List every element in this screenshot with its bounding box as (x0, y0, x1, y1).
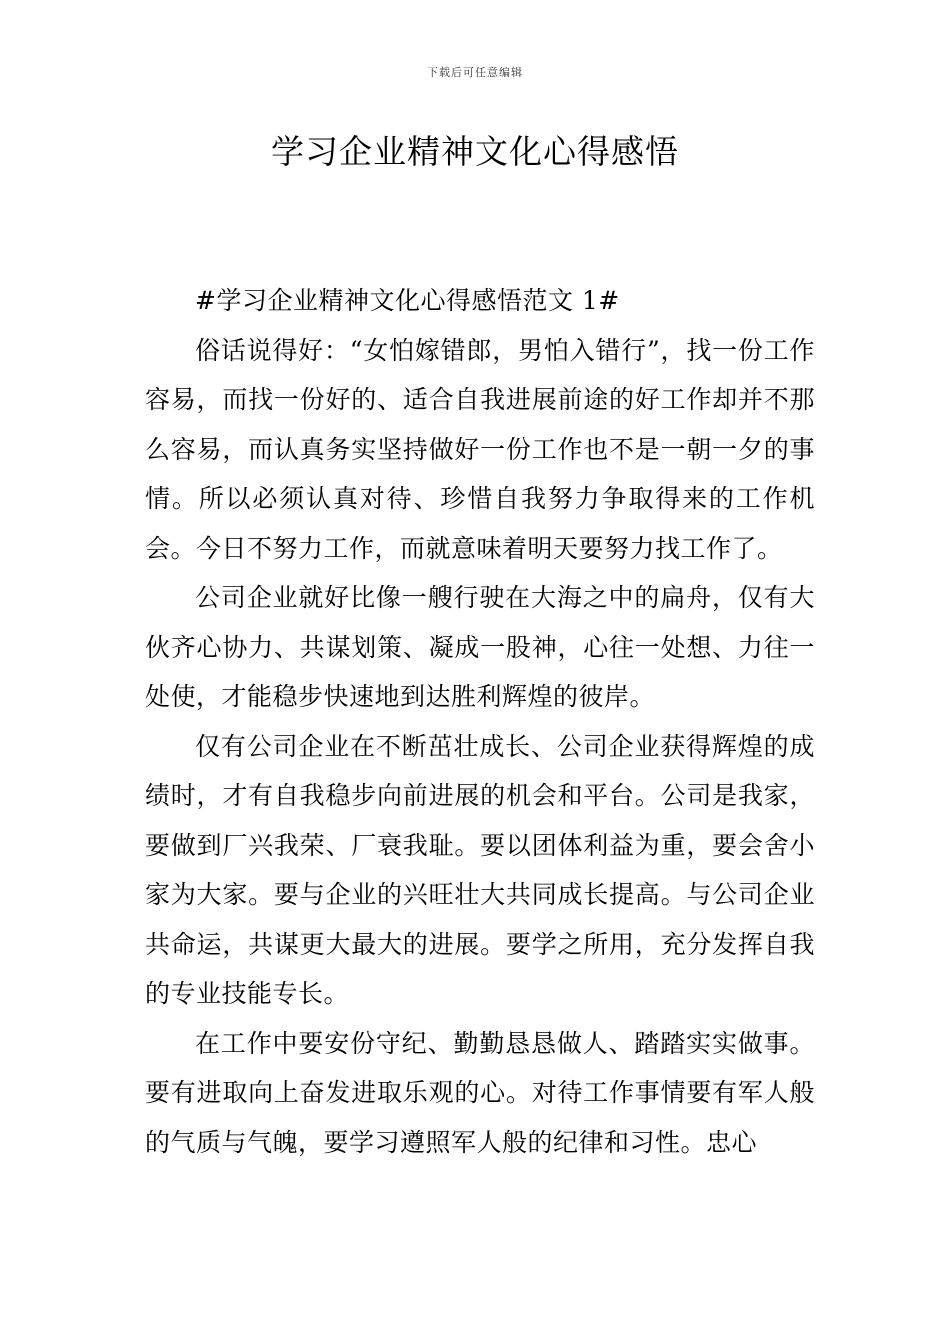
paragraph-4: 在工作中要安份守纪、勤勤恳恳做人、踏踏实实做事。要有进取向上奋发进取乐观的心。对待工作事情要有军人般的气质与气魄，要学习遵照军人般的纪律和习性。忠心 (145, 1028, 815, 1157)
section-heading: #学习企业精神文化心得感悟范文 1# (195, 286, 620, 315)
header-note: 下载后可任意编辑 (427, 66, 523, 79)
document-title: 学习企业精神文化心得感悟 (271, 132, 679, 171)
document-body (145, 276, 815, 1167)
paragraph-3: 仅有公司企业在不断茁壮成长、公司企业获得辉煌的成绩时，才有自我稳步向前进展的机会和平台。公司是我家，要做到厂兴我荣、厂衰我耻。要以团体利益为重，要会舍小家为大家。要与企业的兴旺壮大共同成长提高。与公司企业共命运，共谋更大最大的进展。要学之所用，充分发挥自我的专业技能专长。 (145, 731, 815, 1008)
paragraph-1: 俗话说得好：“女怕嫁错郎，男怕入错行”，找一份工作容易，而找一份好的、适合自我进展前途的好工作却并不那么容易，而认真务实坚持做好一份工作也不是一朝一夕的事情。所以必须认真对待、珍惜自我努力争取得来的工作机会。今日不努力工作，而就意味着明天要努力找工作了。 (145, 335, 815, 563)
paragraph-2: 公司企业就好比像一艘行驶在大海之中的扁舟，仅有大伙齐心协力、共谋划策、凝成一股神，心往一处想、力往一处使，才能稳步快速地到达胜利辉煌的彼岸。 (145, 583, 815, 711)
